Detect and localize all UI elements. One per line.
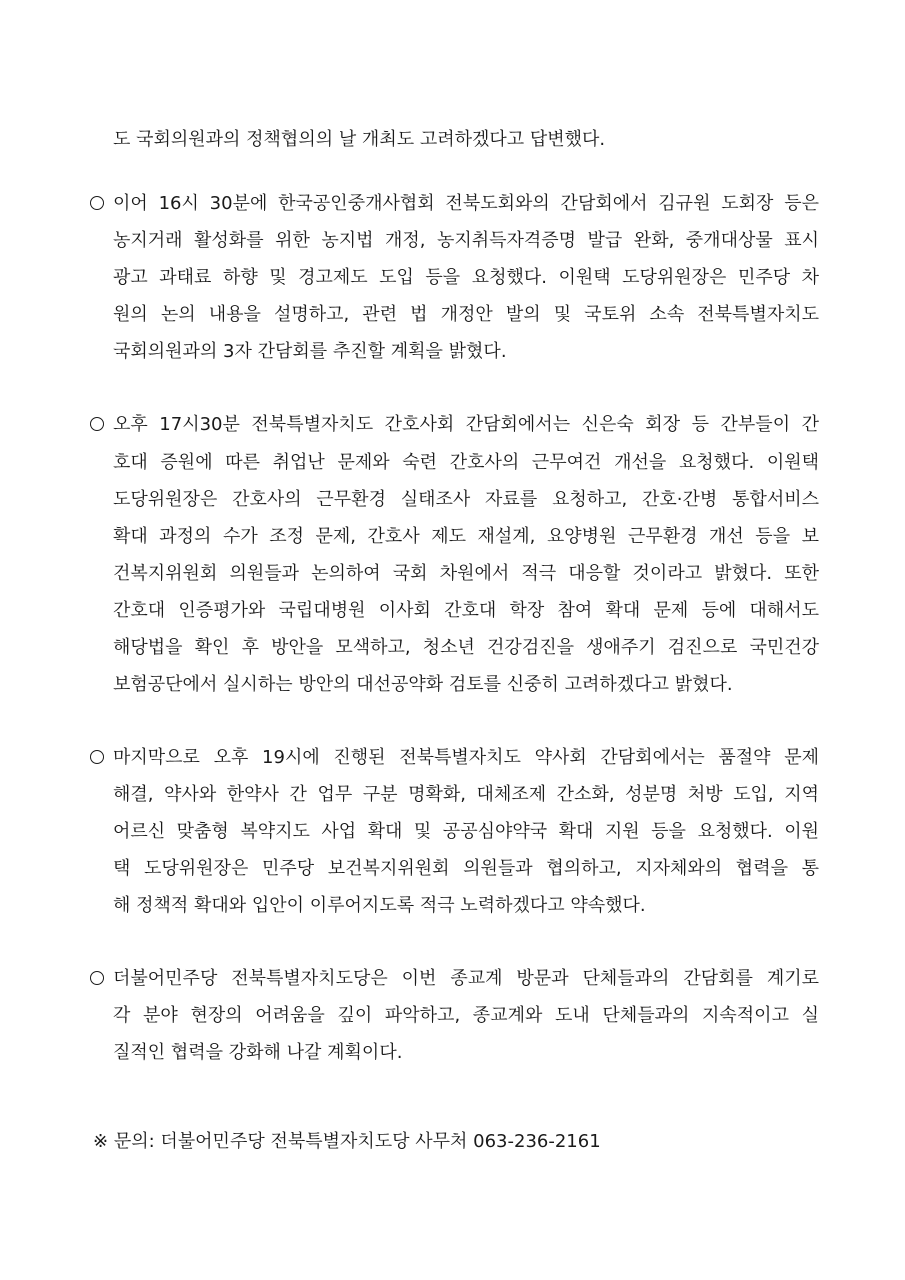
paragraph-line: 택 도당위원장은 민주당 보건복지위원회 의원들과 협의하고, 지자체와의 협력을 통: [113, 858, 819, 879]
reference-mark: ※: [93, 1131, 109, 1152]
paragraph-line: 해결, 약사와 한약사 간 업무 구분 명확화, 대체조제 간소화, 성분명 처방 도입, 지역: [113, 784, 819, 805]
paragraph-line: 해 정책적 확대와 입안이 이루어지도록 적극 노력하겠다고 약속했다.: [113, 895, 646, 916]
paragraph-line: 농지거래 활성화를 위한 농지법 개정, 농지취득자격증명 발급 완화, 중개대상물 표시: [113, 230, 819, 251]
contact-text: 문의: 더불어민주당 전북특별자치도당 사무처 063-236-2161: [113, 1131, 601, 1152]
paragraph-line: 도당위원장은 간호사의 근무환경 실태조사 자료를 요청하고, 간호·간병 통합서비스: [113, 489, 819, 510]
paragraph-line: 건복지위원회 의원들과 논의하여 국회 차원에서 적극 대응할 것이라고 밝혔다. 또한: [113, 563, 819, 584]
paragraph-line: 어르신 맞춤형 복약지도 사업 확대 및 공공심야약국 확대 지원 등을 요청했다. 이원: [113, 821, 819, 842]
paragraph-line: 확대 과정의 수가 조정 문제, 간호사 제도 재설계, 요양병원 근무환경 개선 등을 보: [113, 526, 819, 547]
paragraph-line: 국회의원과의 3자 간담회를 추진할 계획을 밝혔다.: [113, 341, 507, 362]
paragraph-line: [90, 192, 819, 216]
circle-bullet-icon: [90, 196, 104, 210]
paragraph-line: 원의 논의 내용을 설명하고, 관련 법 개정안 발의 및 국토위 소속 전북특별자치도: [113, 304, 819, 325]
paragraph-line: 각 분야 현장의 어려움을 깊이 파악하고, 종교계와 도내 단체들과의 지속적이고 실: [113, 1005, 819, 1026]
circle-bullet-icon: [90, 750, 104, 764]
paragraph-text: 더불어민주당 전북특별자치도당은 이번 종교계 방문과 단체들과의 간담회를 계기로: [113, 968, 819, 989]
circle-bullet-icon: [90, 971, 104, 985]
intro-line: 도 국회의원과의 정책협의의 날 개최도 고려하겠다고 답변했다.: [113, 129, 606, 150]
paragraph-text: 마지막으로 오후 19시에 진행된 전북특별자치도 약사회 간담회에서는 품절약 문제: [113, 747, 819, 768]
paragraph-line: 광고 과태료 하향 및 경고제도 도입 등을 요청했다. 이원택 도당위원장은 민주당 차: [113, 267, 819, 288]
paragraph-line: [90, 746, 819, 770]
contact-footer: [93, 1130, 601, 1154]
paragraph-text: 이어 16시 30분에 한국공인중개사협회 전북도회와의 간담회에서 김규원 도회장 등은: [113, 193, 819, 214]
paragraph-line: 간호대 인증평가와 국립대병원 이사회 간호대 학장 참여 확대 문제 등에 대해서도: [113, 600, 819, 621]
paragraph-line: 보험공단에서 실시하는 방안의 대선공약화 검토를 신중히 고려하겠다고 밝혔다.: [113, 674, 733, 695]
circle-bullet-icon: [90, 417, 104, 431]
paragraph-text: 오후 17시30분 전북특별자치도 간호사회 간담회에서는 신은숙 회장 등 간부들이 간: [113, 414, 819, 435]
paragraph-line: [90, 413, 819, 437]
paragraph-line: 질적인 협력을 강화해 나갈 계획이다.: [113, 1042, 403, 1063]
paragraph-line: [90, 967, 819, 991]
paragraph-line: 해당법을 확인 후 방안을 모색하고, 청소년 건강검진을 생애주기 검진으로 국민건강: [113, 637, 819, 658]
paragraph-line: 호대 증원에 따른 취업난 문제와 숙련 간호사의 근무여건 개선을 요청했다. 이원택: [113, 452, 819, 473]
